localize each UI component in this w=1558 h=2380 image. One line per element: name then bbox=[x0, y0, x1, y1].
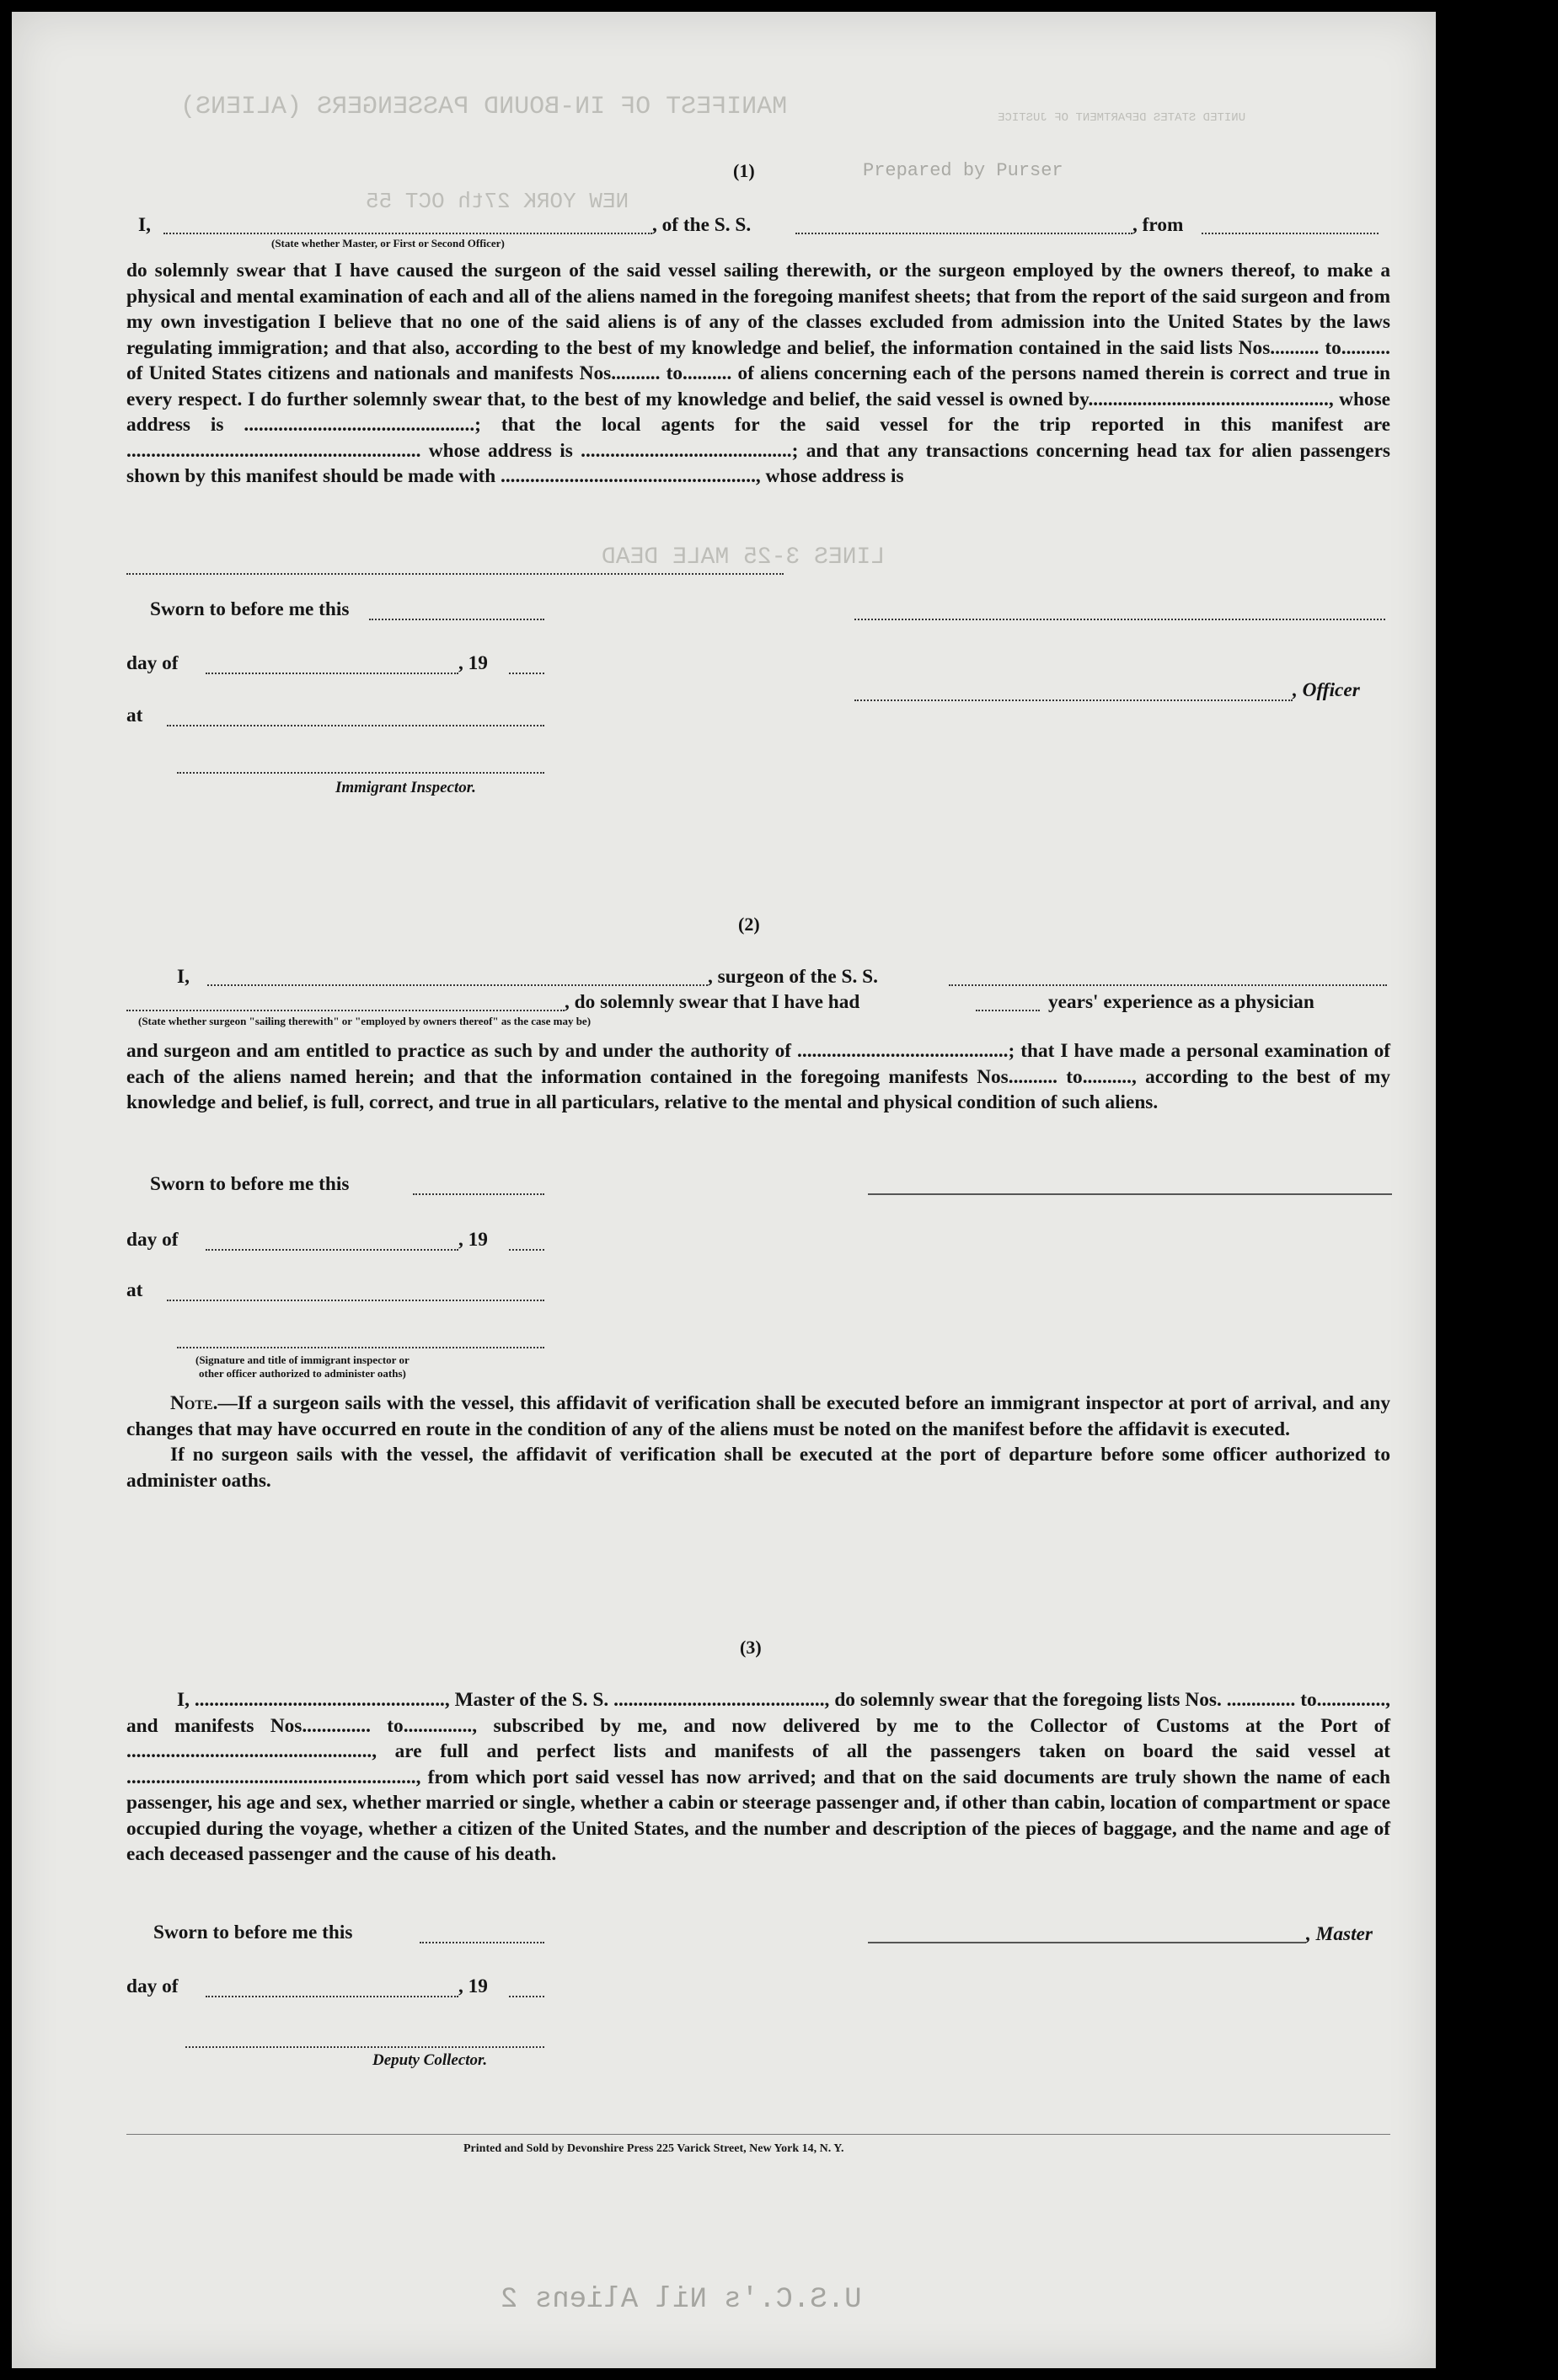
section-1-at: at bbox=[126, 705, 143, 726]
section-2-day-of: day of bbox=[126, 1229, 179, 1251]
day-of-field-3[interactable] bbox=[206, 1996, 458, 1997]
officer-text: , Officer bbox=[1293, 679, 1360, 701]
year-field-1[interactable] bbox=[509, 673, 544, 674]
binder-hole bbox=[1436, 2105, 1481, 2151]
section-3-number: (3) bbox=[740, 1637, 762, 1658]
from-port-field[interactable] bbox=[1202, 233, 1379, 234]
note-paragraph-2: If no surgeon sails with the vessel, the affidavit of verification shall be executed at the port of departure before some officer authorized to administer oaths. bbox=[126, 1444, 1390, 1492]
binder-hole bbox=[1436, 2309, 1481, 2355]
sworn-day-field-1[interactable] bbox=[369, 619, 544, 620]
note-label: Note. bbox=[170, 1392, 218, 1414]
vessel-name-field-1[interactable] bbox=[795, 233, 1132, 234]
ghost-manifest-title: MANIFEST OF IN-BOUND PASSENGERS (ALIENS) bbox=[180, 93, 788, 121]
section-1-sworn: Sworn to before me this bbox=[150, 598, 350, 620]
signature-field-2[interactable] bbox=[868, 1193, 1392, 1195]
footer-rule bbox=[126, 2134, 1390, 2135]
ghost-prepared-by: Prepared by Purser bbox=[863, 160, 1063, 181]
at-field-1[interactable] bbox=[167, 725, 544, 726]
year-field-3[interactable] bbox=[509, 1996, 544, 1997]
section-2-number: (2) bbox=[738, 914, 760, 935]
sworn-day-field-3[interactable] bbox=[420, 1942, 544, 1943]
section-2-do-swear: , do solemnly swear that I have had bbox=[565, 991, 860, 1013]
at-field-2[interactable] bbox=[167, 1300, 544, 1301]
section-1-state-note: (State whether Master, or First or Second Officer) bbox=[271, 237, 505, 249]
officer-signature-field[interactable] bbox=[854, 700, 1293, 701]
section-1-number: (1) bbox=[733, 160, 755, 181]
section-3-body bbox=[126, 1687, 1390, 1868]
section-2-note bbox=[126, 1391, 1390, 1493]
section-2-sworn: Sworn to before me this bbox=[150, 1173, 350, 1195]
section-2-years-exp: years' experience as a physician bbox=[1048, 991, 1314, 1013]
section-3-year: , 19 bbox=[458, 1975, 488, 1997]
document-page bbox=[12, 12, 1436, 2368]
signature-note-1: (Signature and title of immigrant inspector or bbox=[195, 1353, 410, 1366]
binder-hole bbox=[1436, 1178, 1481, 1224]
surgeon-type-field[interactable] bbox=[126, 1010, 565, 1011]
section-3-day-of: day of bbox=[126, 1975, 179, 1997]
section-2-body bbox=[126, 1038, 1390, 1116]
signature-note-2: other officer authorized to administer oaths) bbox=[199, 1367, 406, 1380]
section-2-lead: I, bbox=[177, 966, 190, 988]
ghost-port: NEW YORK 27th OCT 55 bbox=[366, 189, 629, 214]
section-2-state-note: (State whether surgeon "sailing therewith" or "employed by owners thereof" as the case may be) bbox=[138, 1015, 592, 1027]
deputy-signature-field[interactable] bbox=[185, 2046, 544, 2048]
master-label bbox=[1306, 1923, 1373, 1946]
section-3-sworn: Sworn to before me this bbox=[153, 1922, 353, 1943]
section-2-year: , 19 bbox=[458, 1229, 488, 1251]
master-signature-field[interactable] bbox=[868, 1942, 1306, 1943]
binder-hole bbox=[1436, 210, 1481, 255]
section-1-from: , from bbox=[1132, 214, 1184, 236]
immigrant-inspector-label: Immigrant Inspector. bbox=[335, 779, 476, 796]
note-paragraph-1 bbox=[126, 1391, 1390, 1442]
master-name-field[interactable] bbox=[163, 233, 652, 234]
signature-field-1[interactable] bbox=[854, 619, 1385, 620]
section-3-paragraph: I, ..................................................., Master of the S. S. ..........................................., do solemnly swear that the foregoing lists Nos. .............. to.............., and manifests Nos.............. to.............., subscribed by me, and now delivered by me to the Collector of Customs at the Port of .................................................., are full and perfect lists and manifests of all the passengers taken on board the said vessel at ..........................................................., from which port said vessel has now arrived; and that on the said documents are truly shown the name of each passenger, his age and sex, whether married or single, whether a cabin or steerage passenger and, if other than cabin, location of compartment or space occupied during the voyage, whether a citizen of the United States, and the number and description of the pieces of baggage, and the name and age of each deceased passenger and the cause of his death. bbox=[126, 1689, 1390, 1865]
section-1-body bbox=[126, 258, 1390, 490]
day-of-field-1[interactable] bbox=[206, 673, 458, 674]
section-1-day-of: day of bbox=[126, 652, 179, 674]
deputy-collector-label: Deputy Collector. bbox=[372, 2051, 488, 2069]
section-1-of-ss: , of the S. S. bbox=[652, 214, 752, 236]
note-text-1: —If a surgeon sails with the vessel, this affidavit of verification shall be executed before an immigrant inspector at port of arrival, and any changes that may have occurred en route in the condition of any of the aliens must be noted on the manifest before the affidavit is executed. bbox=[126, 1392, 1390, 1440]
section-2-at: at bbox=[126, 1279, 143, 1301]
vessel-name-field-2[interactable] bbox=[949, 984, 1387, 986]
ghost-dept: UNITED STATES DEPARTMENT OF JUSTICE bbox=[998, 111, 1246, 125]
address-field-continued[interactable] bbox=[126, 573, 784, 575]
inspector-signature-field-2[interactable] bbox=[177, 1347, 544, 1348]
section-1-paragraph: do solemnly swear that I have caused the surgeon of the said vessel sailing therewith, or the surgeon employed by the owners thereof, to make a physical and mental examination of each and all of the aliens named in the foregoing manifest sheets; that from the report of the said surgeon and from my own investigation I believe that no one of the said aliens is of any of the classes excluded from admission into the United States by the laws regulating immigration; and that also, according to the best of my knowledge and belief, the information contained in the said lists Nos.......... to.......... of United States citizens and nationals and manifests Nos.......... to.......... of aliens concerning each of the persons named therein is correct and true in every respect. I do further solemnly swear that, to the best of my knowledge and belief, the said vessel is owned by................................................., whose address is ...............................................; that the local agents for the said vessel for the trip reported in this manifest are ............................................................ whose address is ...........................................; and that any transactions concerning head tax for alien passengers shown by this manifest should be made with ...................................................., whose address is bbox=[126, 260, 1390, 487]
day-of-field-2[interactable] bbox=[206, 1249, 458, 1251]
years-field[interactable] bbox=[976, 1010, 1040, 1011]
year-field-2[interactable] bbox=[509, 1249, 544, 1251]
binder-hole bbox=[1436, 785, 1481, 831]
printer-imprint: Printed and Sold by Devonshire Press 225 Varick Street, New York 14, N. Y. bbox=[463, 2142, 844, 2155]
ghost-mid: LINES 3-25 MALE DEAD bbox=[602, 544, 886, 571]
binder-hole bbox=[1436, 1672, 1481, 1718]
inspector-signature-field[interactable] bbox=[177, 772, 544, 774]
officer-label bbox=[1293, 679, 1360, 702]
ghost-bottom: U.S.C.'s Nil Aliens 2 bbox=[501, 2284, 862, 2316]
master-text: , Master bbox=[1306, 1923, 1373, 1945]
sworn-day-field-2[interactable] bbox=[413, 1193, 544, 1195]
section-1-year: , 19 bbox=[458, 652, 488, 674]
section-2-surgeon-of: , surgeon of the S. S. bbox=[708, 966, 878, 988]
binder-hole bbox=[1436, 263, 1481, 308]
section-2-paragraph: and surgeon and am entitled to practice as such by and under the authority of ...........................................; that I have made a personal examination of each of the aliens named herein; and that the information contained in the foregoing manifests Nos.......... to.........., according to the best of my knowledge and belief, is full, correct, and true in all particulars, relative to the mental and physical condition of such aliens. bbox=[126, 1040, 1390, 1113]
section-1-lead: I, bbox=[138, 214, 151, 236]
binder-hole bbox=[1436, 646, 1481, 691]
surgeon-name-field[interactable] bbox=[207, 984, 708, 986]
binder-hole bbox=[1436, 1537, 1481, 1583]
